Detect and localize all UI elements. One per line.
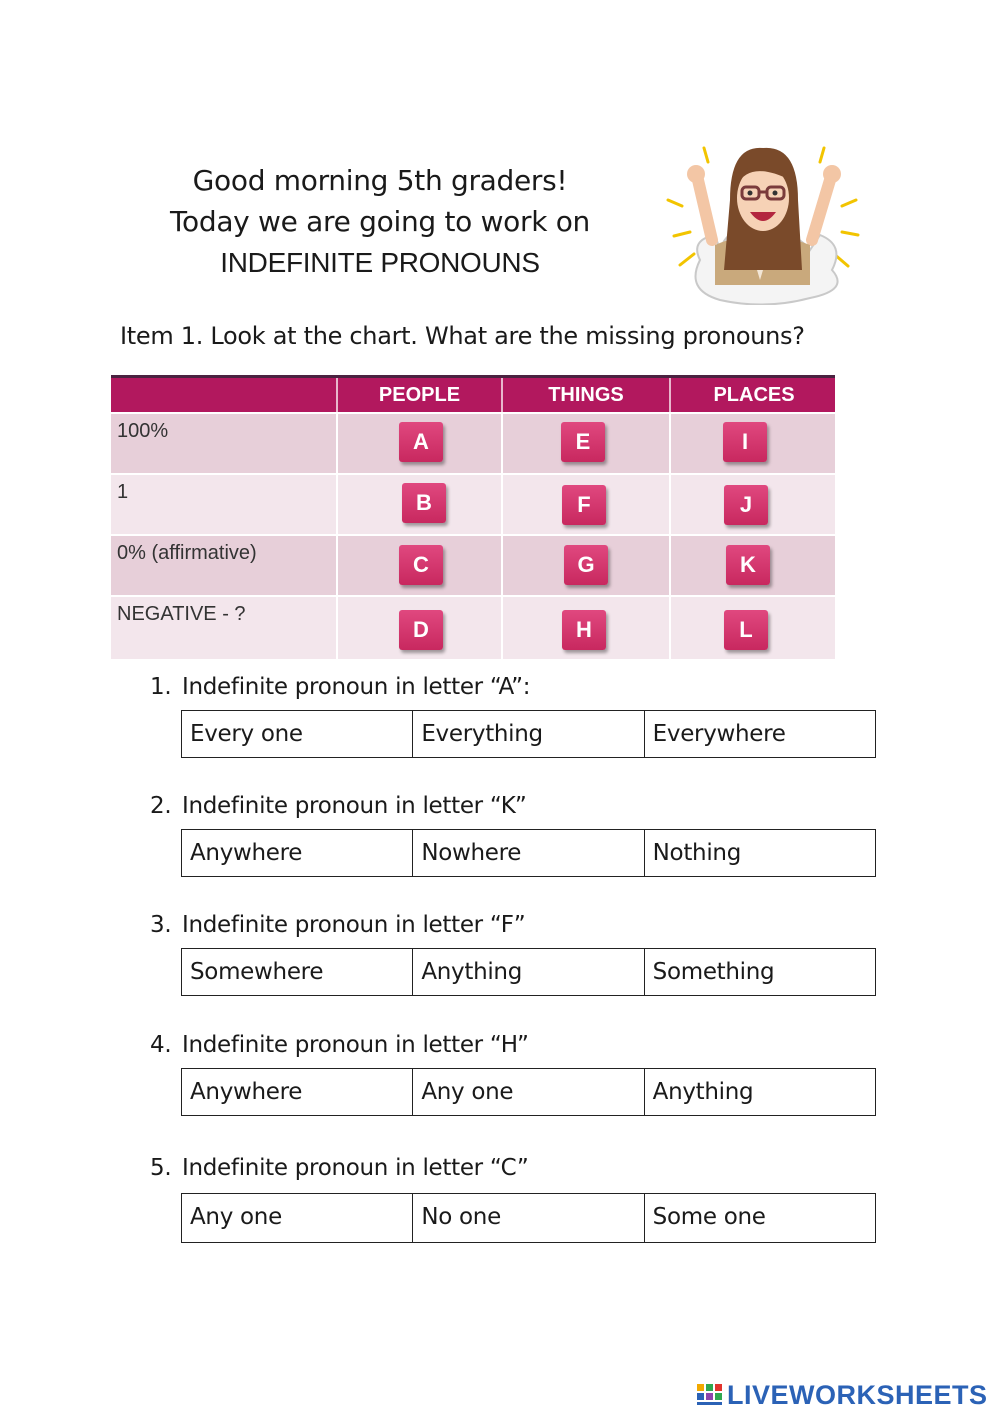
question-2-title	[150, 793, 526, 819]
liveworksheets-brand	[697, 1378, 988, 1412]
option-something[interactable]: Something	[644, 949, 875, 995]
brand-name: LIVEWORKSHEETS	[727, 1379, 988, 1410]
question-1-options	[181, 710, 876, 758]
question-number: 2.	[150, 793, 172, 819]
teacher-avatar-image	[660, 140, 870, 305]
option-anything[interactable]: Anything	[412, 949, 643, 995]
column-header-places: PLACES	[669, 378, 837, 412]
key-k: K	[726, 545, 770, 585]
pronoun-chart	[111, 375, 835, 657]
question-4-title	[150, 1032, 529, 1058]
key-h: H	[562, 610, 606, 650]
option-anywhere[interactable]: Anywhere	[190, 1079, 303, 1105]
option-every-one[interactable]: Every one	[190, 721, 303, 747]
row-label: 1	[117, 481, 129, 503]
option-any-one[interactable]: Any one	[412, 1069, 643, 1115]
key-i: I	[723, 422, 767, 462]
chart-row-0-affirmative	[111, 534, 835, 595]
question-3-options	[181, 948, 876, 996]
row-label: 0% (affirmative)	[117, 542, 257, 564]
row-label: 100%	[117, 420, 169, 442]
chart-header-row	[111, 378, 835, 412]
question-text: Indefinite pronoun in letter “C”	[182, 1155, 529, 1181]
key-f: F	[562, 485, 606, 525]
key-l: L	[724, 610, 768, 650]
option-some-one[interactable]: Some one	[644, 1194, 875, 1242]
key-g: G	[564, 545, 608, 585]
question-number: 4.	[150, 1032, 172, 1058]
key-e: E	[561, 422, 605, 462]
chart-row-negative	[111, 595, 835, 659]
option-anything[interactable]: Anything	[644, 1069, 875, 1115]
greeting	[150, 160, 610, 283]
column-header-things: THINGS	[501, 378, 669, 412]
option-any-one[interactable]: Any one	[190, 1204, 282, 1230]
question-text: Indefinite pronoun in letter “A”:	[182, 674, 531, 700]
question-5-title	[150, 1155, 528, 1181]
key-c: C	[399, 545, 443, 585]
chart-row-100	[111, 412, 835, 473]
key-a: A	[399, 422, 443, 462]
question-3-title	[150, 912, 525, 938]
greeting-line-3: INDEFINITE PRONOUNS	[220, 247, 540, 278]
item-title: Item 1. Look at the chart. What are the missing pronouns?	[120, 322, 805, 350]
chart-row-1	[111, 473, 835, 534]
option-everything[interactable]: Everything	[412, 711, 643, 757]
question-2-options	[181, 829, 876, 877]
question-text: Indefinite pronoun in letter “F”	[182, 912, 526, 938]
question-1-title	[150, 674, 530, 700]
question-number: 5.	[150, 1155, 172, 1181]
key-j: J	[724, 485, 768, 525]
greeting-line-2: Today we are going to work on	[169, 205, 591, 238]
option-everywhere[interactable]: Everywhere	[644, 711, 875, 757]
question-text: Indefinite pronoun in letter “K”	[182, 793, 527, 819]
option-anywhere[interactable]: Anywhere	[190, 840, 303, 866]
question-5-options	[181, 1193, 876, 1243]
row-label: NEGATIVE - ?	[117, 603, 246, 625]
liveworksheets-logo-icon	[697, 1384, 723, 1406]
option-somewhere[interactable]: Somewhere	[190, 959, 324, 985]
option-nothing[interactable]: Nothing	[644, 830, 875, 876]
column-header-people: PEOPLE	[336, 378, 501, 412]
greeting-line-1: Good morning 5th graders!	[192, 164, 568, 197]
question-number: 3.	[150, 912, 172, 938]
option-no-one[interactable]: No one	[412, 1194, 643, 1242]
question-text: Indefinite pronoun in letter “H”	[182, 1032, 529, 1058]
question-4-options	[181, 1068, 876, 1116]
option-nowhere[interactable]: Nowhere	[412, 830, 643, 876]
key-d: D	[399, 610, 443, 650]
key-b: B	[402, 483, 446, 523]
question-number: 1.	[150, 674, 172, 700]
